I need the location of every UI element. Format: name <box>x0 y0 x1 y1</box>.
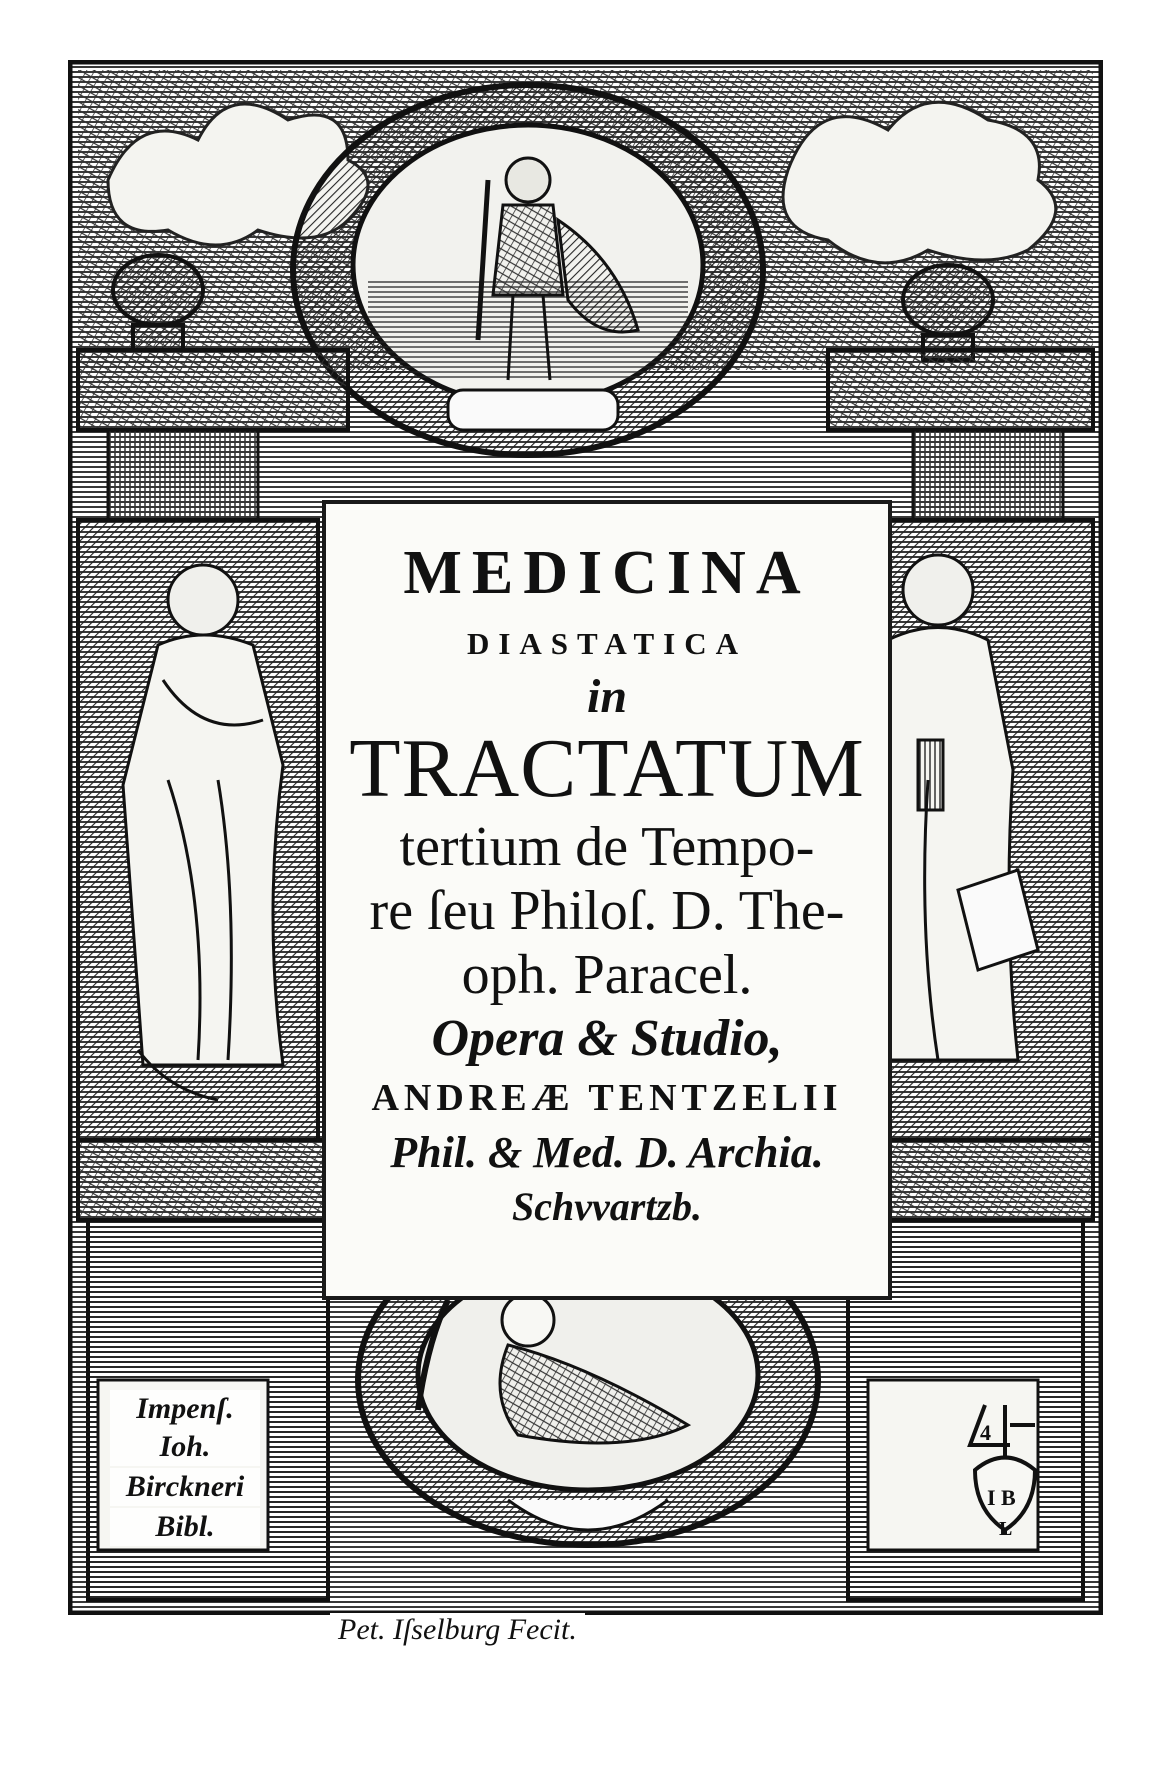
printer-mark-letters: I B <box>987 1485 1016 1510</box>
title-cartouche <box>322 500 892 1300</box>
plaque-line-2: Birckneri <box>110 1468 260 1506</box>
plaque-line-1: Impenſ. Ioh. <box>110 1390 260 1466</box>
title-line-7: oph. Paracel. <box>461 944 753 1006</box>
author-name: ANDREÆ TENTZELII <box>371 1077 843 1119</box>
title-block <box>326 539 888 1229</box>
title-line-5: tertium de Tempo- <box>399 816 815 878</box>
printer-mark-icon <box>955 1395 1055 1545</box>
title-line-diastatica: DIASTATICA <box>466 626 748 661</box>
title-line-medicina: MEDICINA <box>403 539 811 607</box>
publisher-plaque <box>100 1390 270 1550</box>
engraver-signature: Pet. Iſselburg Fecit. <box>330 1613 585 1647</box>
author-place: Schvvartzb. <box>512 1184 702 1229</box>
author-title: Phil. & Med. D. Archia. <box>390 1128 824 1177</box>
plaque-line-3: Bibl. <box>110 1508 260 1546</box>
title-line-in: in <box>586 670 628 723</box>
printer-mark-top: 4 <box>980 1420 991 1445</box>
title-line-tractatum: TRACTATUM <box>349 722 865 815</box>
title-line-opera: Opera & Studio, <box>431 1010 783 1067</box>
title-line-6: re ſeu Philoſ. D. The- <box>369 880 845 942</box>
printer-mark-bottom: L <box>999 1518 1013 1540</box>
